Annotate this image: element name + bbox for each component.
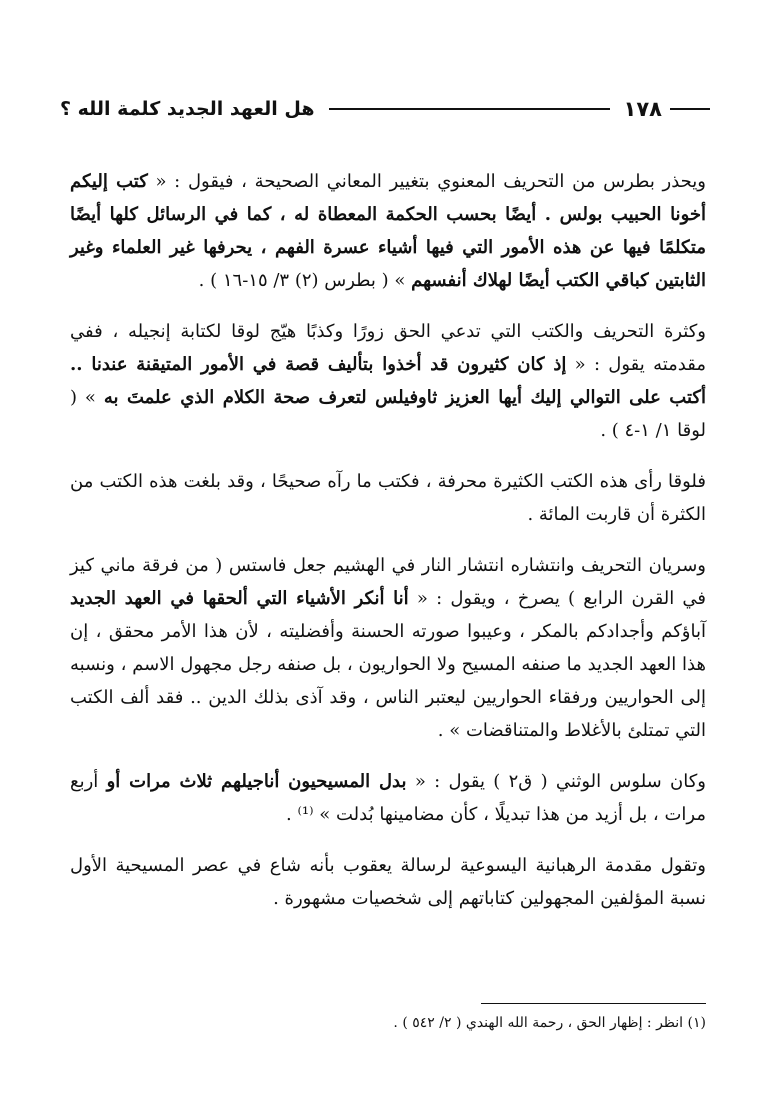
paragraph-6 [70,849,706,915]
header-rule-right [670,108,710,110]
page-number: ١٧٨ [623,97,662,121]
header-rule [329,108,610,110]
paragraph-2-quote: إذ كان كثيرون قد أخذوا بتأليف قصة في الأمور المتيقنة عندنا .. أكتب على التوالي إليك أيها العزيز ثاوفيلس لتعرف صحة الكلام الذي علمتَ به [70,354,706,408]
paragraph-3-intro: فلوقا رأى هذه الكتب الكثيرة محرفة ، فكتب ما رآه صحيحًا ، وقد بلغت هذه الكتب من الكثرة أن قاربت المائة . [70,471,706,525]
page-body [70,165,706,933]
paragraph-1-quote: كتب إليكم أخونا الحبيب بولس . أيضًا بحسب الحكمة المعطاة له ، كما في الرسائل كلها أيضًا متكلمًا فيها عن هذه الأمور التي فيها أشياء عسرة الفهم ، يحرفها غير العلماء وغير الثابتين كباقي الكتب أيضًا لهلاك أنفسهم [70,171,706,291]
paragraph-2 [70,315,706,447]
paragraph-1 [70,165,706,297]
paragraph-6-intro: وتقول مقدمة الرهبانية اليسوعية لرسالة يعقوب بأنه شاع في عصر المسيحية الأول نسبة المؤلفين المجهولين كتاباتهم إلى شخصيات مشهورة . [70,855,706,909]
paragraph-5-quote: بدل المسيحيون أناجيلهم ثلاث مرات أو [106,771,407,792]
paragraph-3 [70,465,706,531]
footnote-separator [481,1003,706,1004]
running-title: هل العهد الجديد كلمة الله ؟ [60,98,315,120]
footnote: (١) انظر : إظهار الحق ، رحمة الله الهندي ( ٢/ ٥٤٢ ) . [393,1015,706,1031]
paragraph-5 [70,765,706,831]
paragraph-5-intro: وكان سلوس الوثني ( ق٢ ) يقول : « [406,771,706,792]
paragraph-5-outro: أربع مرات ، بل أزيد من هذا تبديلًا ، كأن مضامينها بُدلت » ⁽¹⁾ . [70,771,706,825]
paragraph-1-outro: » ( بطرس (٢) ٣/ ١٥-١٦ ) . [198,270,412,291]
paragraph-4-quote: أنا أنكر الأشياء التي ألحقها في العهد الجديد [70,588,409,609]
paragraph-2-intro: وكثرة التحريف والكتب التي تدعي الحق زورًا وكذبًا هيّج لوقا لكتابة إنجيله ، ففي مقدمته يقول : « [70,321,706,375]
paragraph-1-intro: ويحذر بطرس من التحريف المعنوي بتغيير المعاني الصحيحة ، فيقول : « [147,171,706,192]
paragraph-4-outro: آباؤكم وأجدادكم بالمكر ، وعيبوا صورته الحسنة وأفضليته ، لأن هذا الأمر محقق ، إن هذا العهد الجديد ما صنفه المسيح ولا الحواريون ، بل صنفه رجل مجهول الاسم ، ونسبه إلى الحواريين ورفقاء الحواريين ليعتبر الناس ، وقد آذى بذلك الدين .. فقد ألف الكتب التي تمتلئ بالأغلاط والمتناقضات » . [70,621,706,741]
paragraph-4-intro: وسريان التحريف وانتشاره انتشار النار في الهشيم جعل فاستس ( من فرقة ماني كيز في القرن الرابع ) يصرخ ، ويقول : « [70,555,706,609]
paragraph-4 [70,549,706,747]
running-header [60,92,710,126]
paragraph-2-outro: » ( لوقا ١/ ١-٤ ) . [70,387,706,441]
